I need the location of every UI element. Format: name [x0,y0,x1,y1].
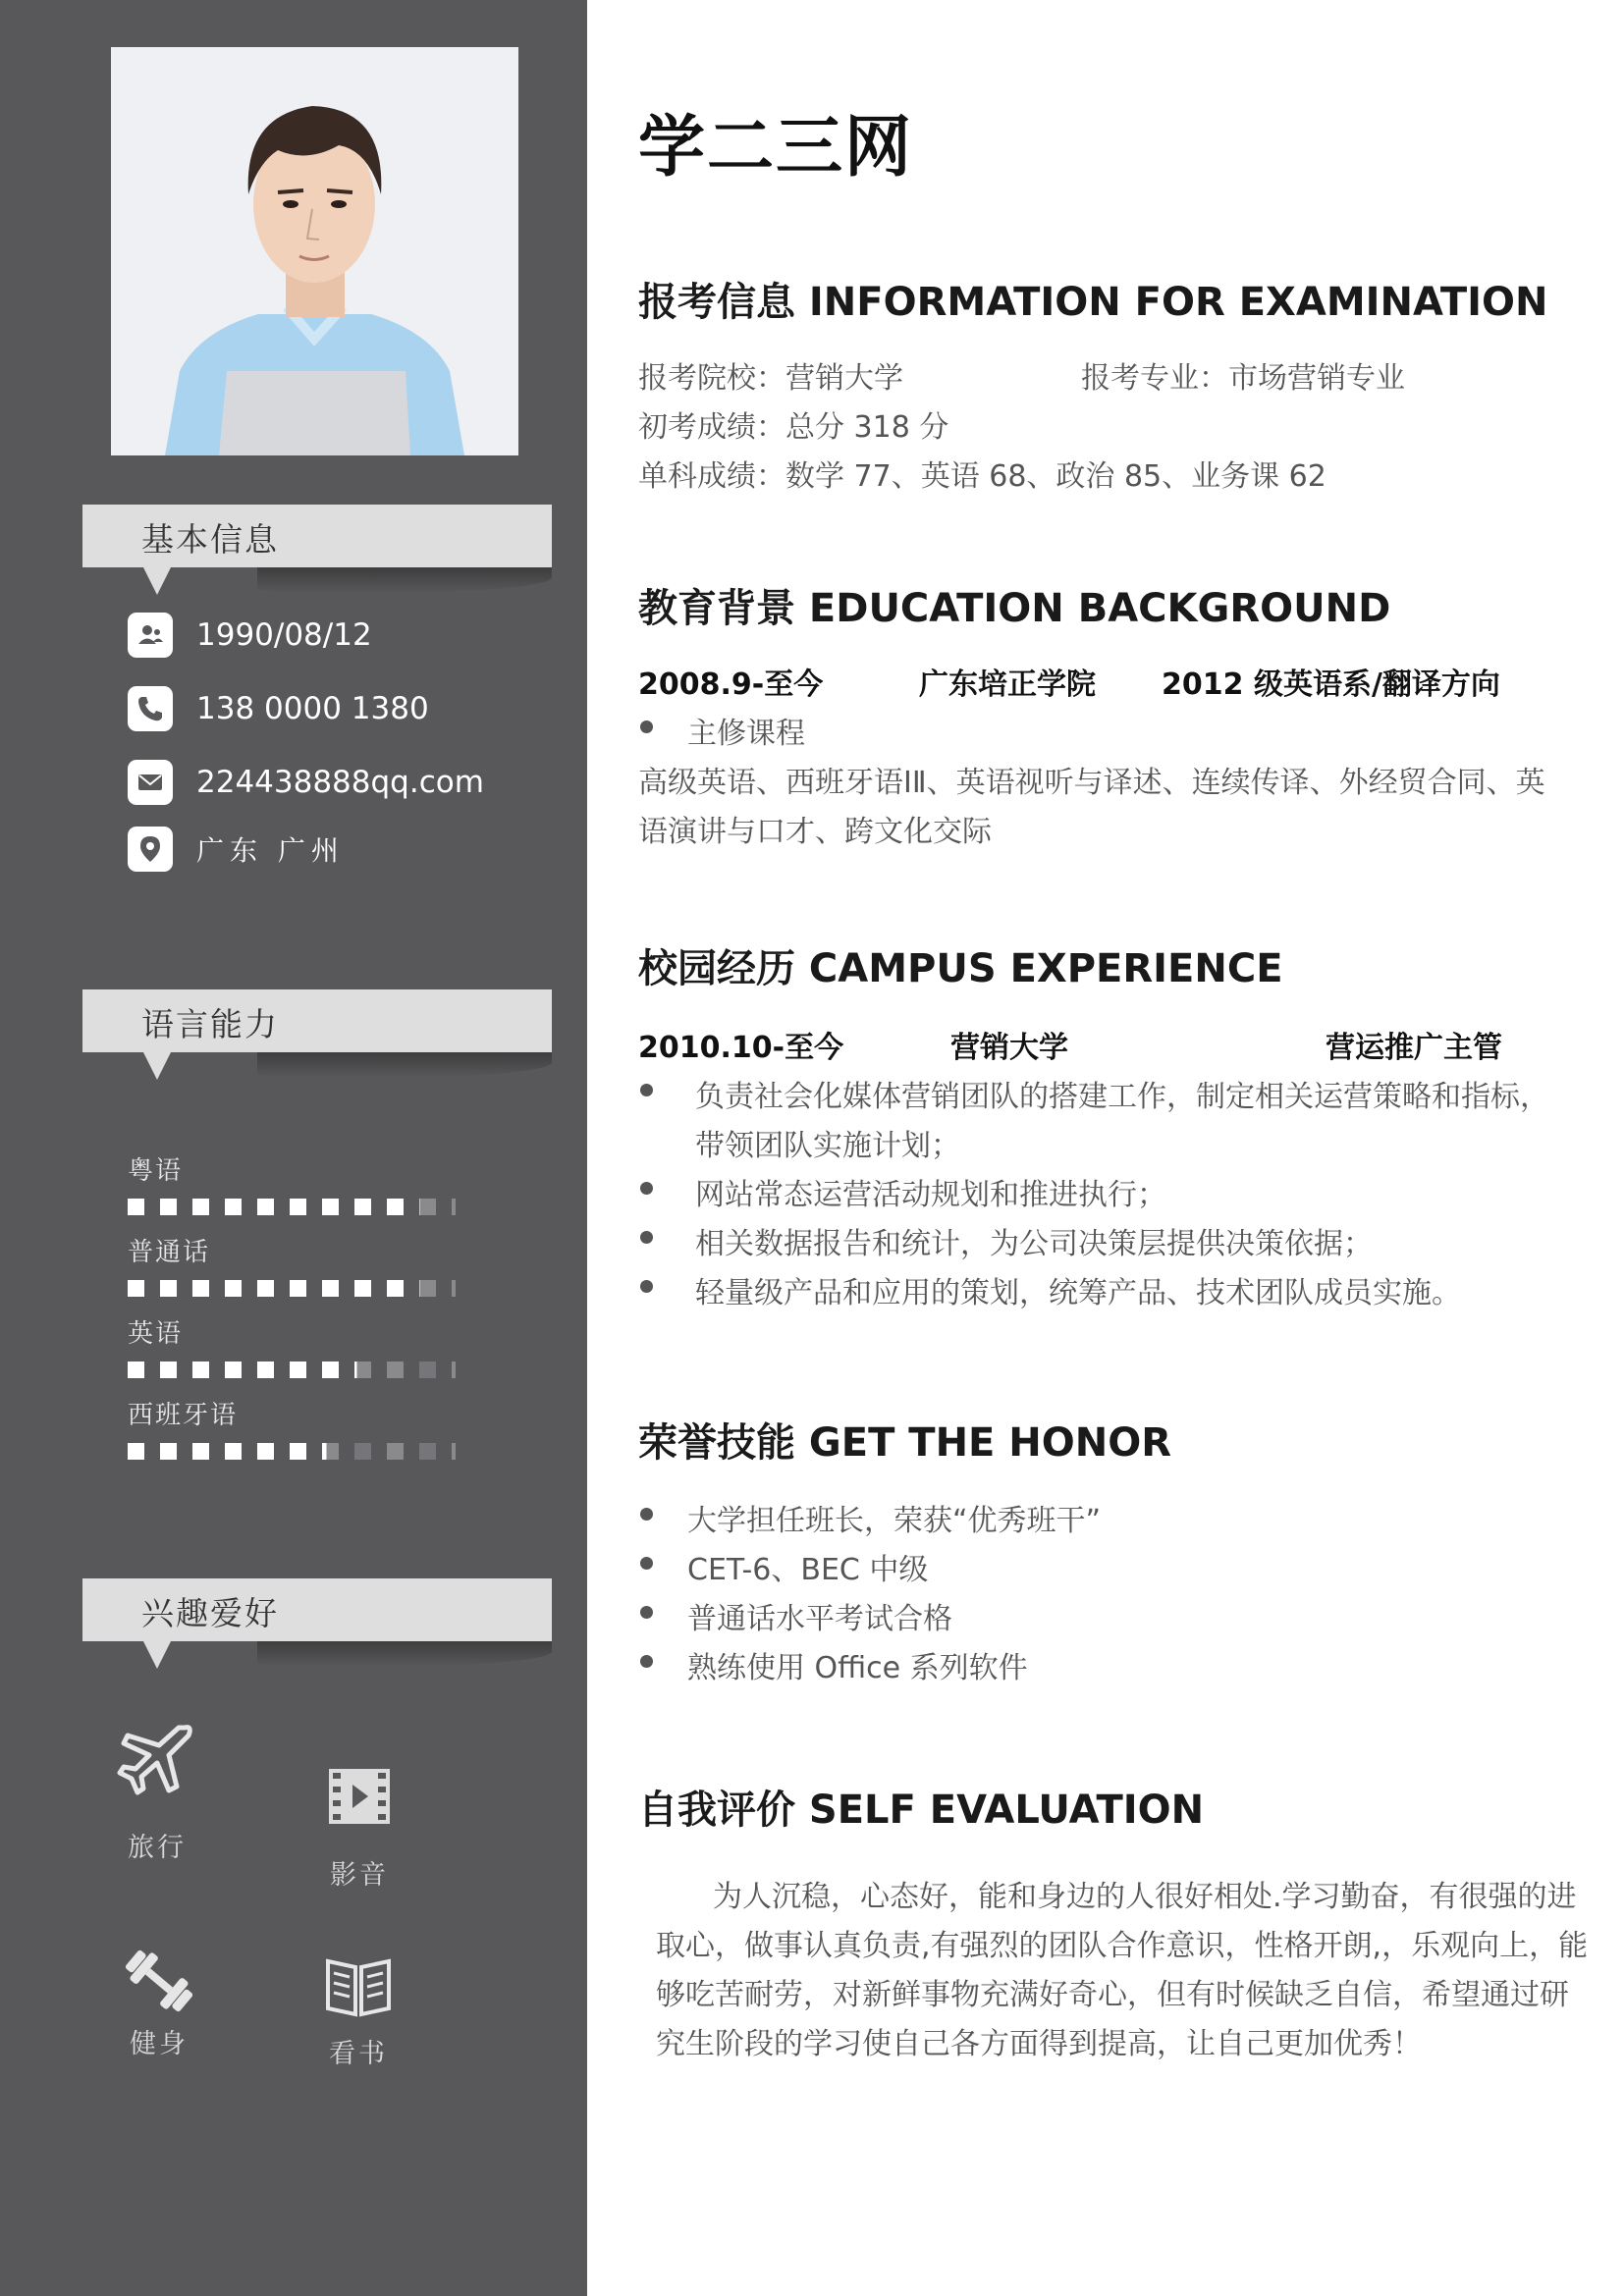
level-segment [128,1362,144,1378]
level-segment [452,1199,456,1215]
level-segment [128,1443,144,1460]
campus-item: 带领团队实施计划； [695,1129,960,1163]
level-segment [160,1443,177,1460]
level-segment [387,1199,404,1215]
courses-line: 高级英语、西班牙语ⅠⅡ、英语视听与译述、连续传译、外经贸合同、英 [638,766,1545,800]
bullet [640,1508,653,1521]
campus-item: 轻量级产品和应用的策划，统筹产品、技术团队成员实施。 [695,1276,1461,1310]
email-text: 224438888qq.com [196,765,484,800]
hobby-film [310,1767,408,1892]
email-row [128,760,484,805]
language-level-bar [128,1280,481,1298]
honor-item: 熟练使用 Office 系列软件 [687,1651,1028,1685]
level-segment [322,1443,339,1460]
exam-subjects: 单科成绩：数学 77、英语 68、政治 85、业务课 62 [638,459,1326,494]
level-segment [354,1443,371,1460]
language-item [128,1232,481,1298]
location-text: 广东 广州 [196,834,345,867]
level-segment [128,1280,144,1297]
level-segment [419,1362,436,1378]
sidebar [0,0,587,2296]
self-text-line: 究生阶段的学习使自己各方面得到提高，让自己更加优秀！ [656,2027,1422,2061]
campus-role: 营运推广主管 [1326,1031,1502,1065]
level-segment [192,1199,209,1215]
level-segment [387,1443,404,1460]
self-text-line: 为人沉稳，心态好，能和身边的人很好相处.学习勤奋，有很强的进 [713,1880,1577,1914]
basic-info-ribbon [82,505,552,567]
level-segment [160,1362,177,1378]
bullet [640,721,653,733]
level-segment [322,1362,339,1378]
level-segment [192,1280,209,1297]
language-level-bar [128,1362,481,1379]
level-segment [128,1199,144,1215]
honor-section-title: 荣誉技能 GET THE HONOR [638,1420,1172,1466]
language-title: 语言能力 [141,1005,279,1043]
level-segment [257,1443,274,1460]
level-segment [354,1199,371,1215]
phone-row [128,686,429,731]
hobby-label: 健身 [130,2029,189,2059]
level-segment [257,1280,274,1297]
hobby-fitness [110,1944,208,2060]
level-segment [387,1280,404,1297]
bullet [640,1182,653,1195]
level-segment [257,1362,274,1378]
level-segment [387,1362,404,1378]
book-icon [324,1953,393,2018]
level-segment [160,1199,177,1215]
courses-line: 语演讲与口才、跨文化交际 [638,815,992,849]
education-school: 广东培正学院 [919,667,1096,702]
location-pin-icon [128,827,173,872]
campus-org: 营销大学 [950,1031,1068,1065]
birthday-text: 1990/08/12 [196,617,372,653]
hobby-reading [309,1953,407,2070]
education-major: 2012 级英语系/翻译方向 [1162,667,1500,702]
self-section-title: 自我评价 SELF EVALUATION [638,1788,1205,1833]
level-segment [290,1280,306,1297]
exam-score: 初考成绩：总分 318 分 [638,410,949,445]
level-segment [225,1280,242,1297]
phone-text: 138 0000 1380 [196,691,429,726]
candidate-name: 学二三网 [638,109,914,187]
language-label: 西班牙语 [128,1401,239,1430]
level-segment [452,1362,456,1378]
level-segment [225,1199,242,1215]
education-section-title: 教育背景 EDUCATION BACKGROUND [638,586,1391,631]
honor-item: 大学担任班长，荣获“优秀班干” [687,1504,1102,1538]
bullet [640,1655,653,1668]
level-segment [192,1362,209,1378]
hobby-ribbon [82,1578,552,1641]
level-segment [160,1280,177,1297]
level-segment [290,1443,306,1460]
exam-section-title: 报考信息 INFORMATION FOR EXAMINATION [638,280,1548,325]
language-level-bar [128,1443,481,1461]
film-icon [327,1767,392,1826]
language-item [128,1395,481,1461]
campus-item: 相关数据报告和统计，为公司决策层提供决策依据； [695,1227,1373,1261]
language-ribbon [82,989,552,1052]
hobby-label: 影音 [330,1860,389,1891]
course-label: 主修课程 [687,717,805,751]
level-segment [322,1280,339,1297]
language-label: 普通话 [128,1238,211,1267]
basic-info-title: 基本信息 [141,520,279,559]
location-row [128,827,345,872]
profile-photo [111,47,518,455]
level-segment [354,1362,371,1378]
exam-major: 报考专业：市场营销专业 [1081,361,1405,396]
level-segment [192,1443,209,1460]
language-label: 粤语 [128,1156,184,1186]
campus-item: 负责社会化媒体营销团队的搭建工作，制定相关运营策略和指标， [695,1080,1549,1114]
bullet [640,1280,653,1293]
level-segment [419,1199,436,1215]
phone-icon [128,686,173,731]
self-text-line: 取心，做事认真负责,有强烈的团队合作意识，性格开朗,，乐观向上，能 [656,1929,1589,1963]
bullet [640,1557,653,1570]
level-segment [290,1362,306,1378]
bullet [640,1084,653,1096]
hobby-title: 兴趣爱好 [141,1594,279,1632]
bullet [640,1231,653,1244]
level-segment [225,1443,242,1460]
level-segment [225,1362,242,1378]
level-segment [322,1199,339,1215]
honor-item: 普通话水平考试合格 [687,1602,952,1636]
language-label: 英语 [128,1319,184,1349]
level-segment [290,1199,306,1215]
language-item [128,1313,481,1379]
person-icon [128,613,173,658]
birthday-row [128,613,372,658]
level-segment [452,1280,456,1297]
campus-section-title: 校园经历 CAMPUS EXPERIENCE [638,946,1283,991]
level-segment [419,1443,436,1460]
self-text-line: 够吃苦耐劳，对新鲜事物充满好奇心，但有时候缺乏自信，希望通过研 [656,1978,1569,2012]
hobby-label: 旅行 [128,1833,187,1863]
hobby-label: 看书 [329,2039,388,2069]
hobby-travel [108,1718,206,1864]
level-segment [257,1199,274,1215]
education-period: 2008.9-至今 [638,667,824,702]
level-segment [452,1443,456,1460]
campus-item: 网站常态运营活动规划和推进执行； [695,1178,1166,1212]
airplane-icon [116,1718,198,1800]
language-level-bar [128,1199,481,1216]
bullet [640,1606,653,1619]
honor-item: CET-6、BEC 中级 [687,1553,929,1587]
envelope-icon [128,760,173,805]
language-item [128,1150,481,1216]
level-segment [354,1280,371,1297]
exam-school: 报考院校：营销大学 [638,361,903,396]
dumbbell-icon [120,1944,198,2018]
level-segment [419,1280,436,1297]
campus-period: 2010.10-至今 [638,1031,844,1065]
